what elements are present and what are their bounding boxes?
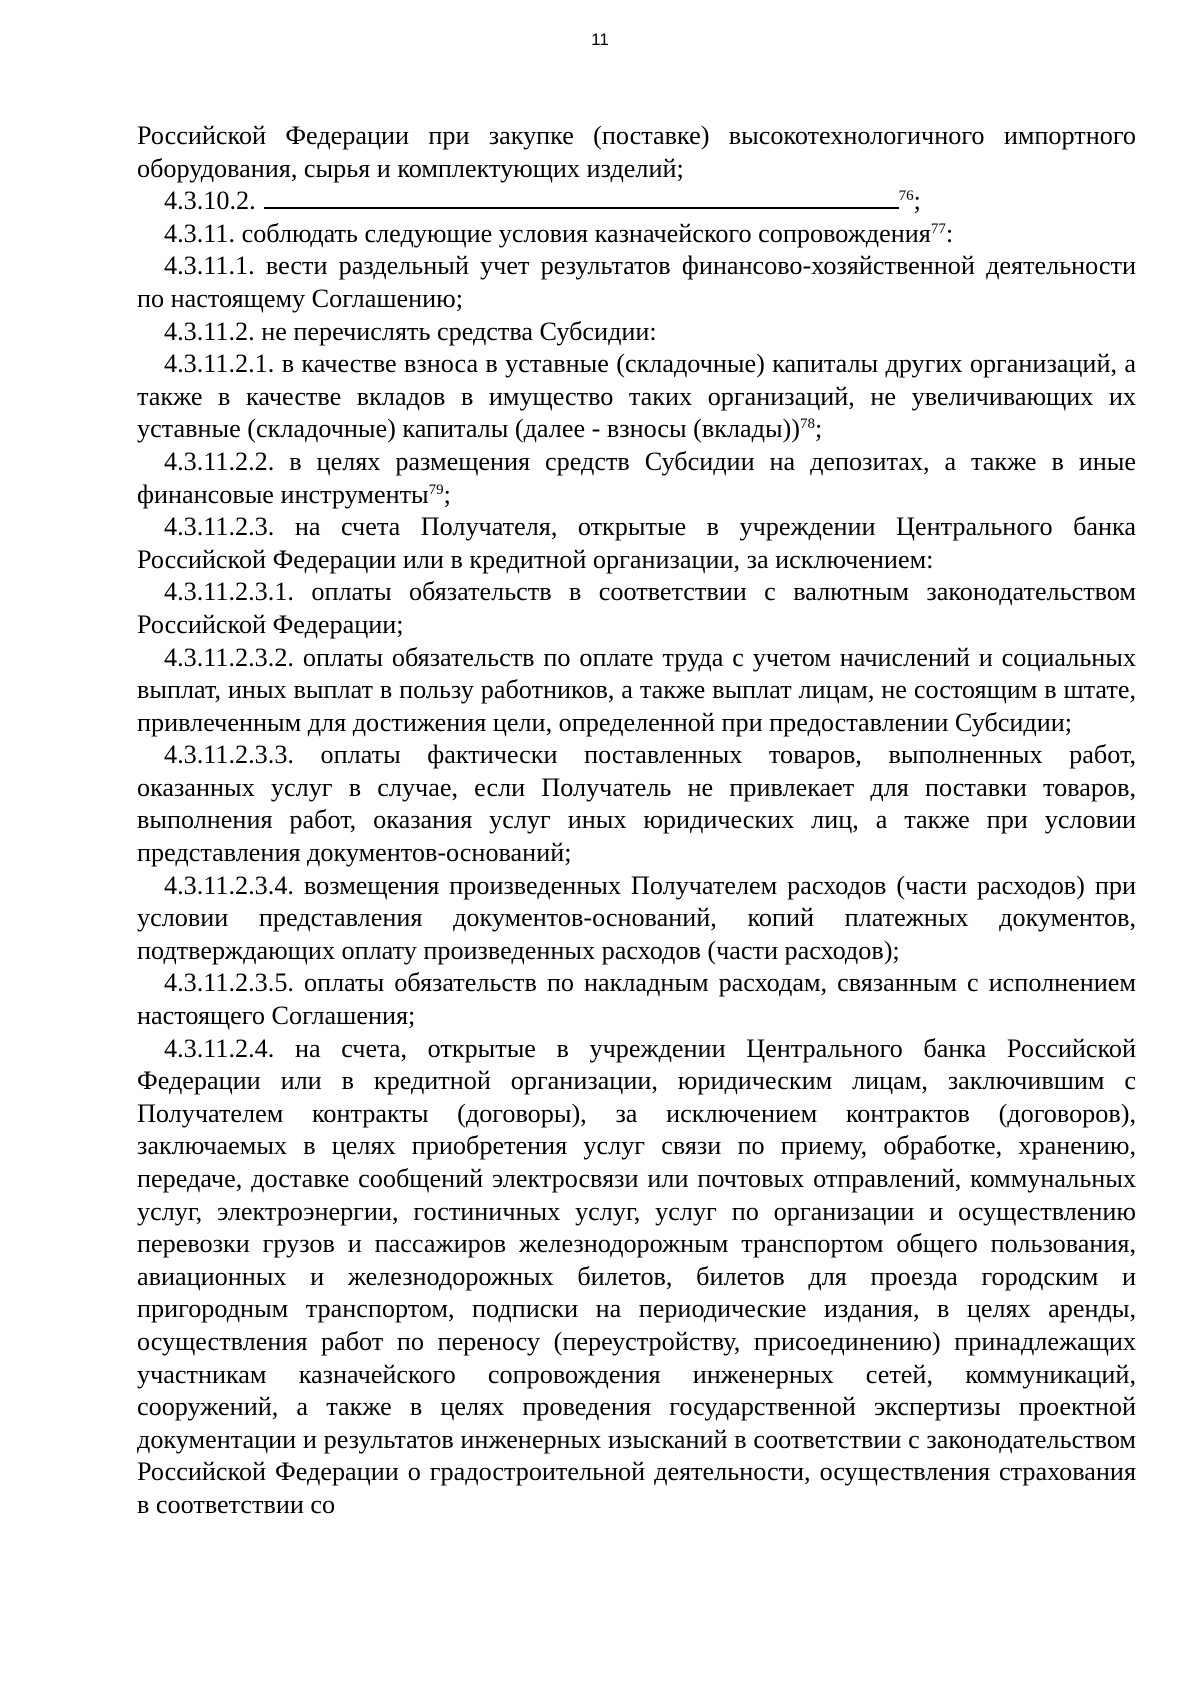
page-number: 11 bbox=[591, 30, 609, 49]
paragraph: 4.3.11.2.3.4. возмещения произведенных Получателем расходов (части расходов) при условии представления документов-оснований, копий платежных документов, подтверждающих оплату произведенных расходов (части расходов); bbox=[137, 870, 1136, 965]
punctuation: ; bbox=[815, 414, 823, 444]
paragraph: 4.3.11.2.3.1. оплаты обязательств в соответствии с валютным законодательством Российской Федерации; bbox=[137, 577, 1136, 639]
paragraph: 4.3.11.2. не перечислять средства Субсидии: bbox=[164, 316, 657, 346]
paragraph: 4.3.11.2.3.5. оплаты обязательств по накладным расходам, связанным с исполнением настоящего Соглашения; bbox=[137, 968, 1136, 1031]
paragraph-text: 4.3.11. соблюдать следующие условия казначейского сопровождения bbox=[164, 218, 931, 248]
paragraph: Российской Федерации при закупке (поставке) высокотехнологичного импортного оборудования, сырья и комплектующих изделий; bbox=[137, 121, 1136, 183]
paragraph: 4.3.11.2.3.2. оплаты обязательств по оплате труда с учетом начислений и социальных выплат, иных выплат в пользу работников, а также выплат лицам, не состоящим в штате, привлеченным для достижения цели, определенной при предоставлении Субсидии; bbox=[137, 642, 1136, 737]
paragraph-text: 4.3.11.2.1. в качестве взноса в уставные (складочные) капиталы других организаций, а также в качестве вкладов в имущество таких организаций, не увеличивающих их уставные (складочные) капиталы (далее - взносы (вклады)) bbox=[137, 349, 1136, 444]
paragraph bbox=[137, 446, 1136, 511]
punctuation: ; bbox=[913, 186, 921, 216]
paragraph bbox=[137, 348, 1136, 446]
punctuation: : bbox=[945, 218, 954, 248]
paragraph bbox=[137, 218, 1136, 251]
footnote-ref: 78 bbox=[800, 416, 815, 433]
paragraph: 4.3.11.2.3. на счета Получателя, открытые в учреждении Центрального банка Российской Федерации или в кредитной организации, за исключением: bbox=[137, 512, 1136, 574]
footnote-ref: 76 bbox=[898, 188, 914, 205]
paragraph-text: 4.3.11.2.2. в целях размещения средств Субсидии на депозитах, а также в иные финансовые инструменты bbox=[137, 446, 1136, 509]
paragraph: 4.3.11.1. вести раздельный учет результатов финансово-хозяйственной деятельности по настоящему Соглашению; bbox=[137, 251, 1136, 313]
paragraph bbox=[137, 185, 1136, 218]
clause-number: 4.3.10.2. bbox=[164, 186, 256, 216]
footnote-ref: 77 bbox=[930, 220, 946, 237]
document-body bbox=[137, 120, 1136, 1522]
blank-fill-line bbox=[264, 187, 899, 209]
punctuation: ; bbox=[443, 479, 451, 509]
footnote-ref: 79 bbox=[428, 481, 444, 498]
paragraph: 4.3.11.2.3.3. оплаты фактически поставленных товаров, выполненных работ, оказанных услуг в случае, если Получатель не привлекает для поставки товаров, выполнения работ, оказания услуг иных юридических лиц, а также при условии представления документов-оснований; bbox=[137, 740, 1136, 868]
paragraph: 4.3.11.2.4. на счета, открытые в учреждении Центрального банка Российской Федерации или в кредитной организации, юридическим лицам, заключившим с Получателем контракты (договоры), за исключением контрактов (договоров), заключаемых в целях приобретения услуг связи по приему, обработке, хранению, передаче, доставке сообщений электросвязи или почтовых отправлений, коммунальных услуг, электроэнергии, гостиничных услуг, услуг по организации и осуществлению перевозки грузов и пассажиров железнодорожным транспортом общего пользования, авиационных и железнодорожных билетов, билетов для проезда городским и пригородным транспортом, подписки на периодические издания, в целях аренды, осуществления работ по переносу (переустройству, присоединению) принадлежащих участникам казначейского сопровождения инженерных сетей, коммуникаций, сооружений, а также в целях проведения государственной экспертизы проектной документации и результатов инженерных изысканий в соответствии с законодательством Российской Федерации о градостроительной деятельности, осуществления страхования в соответствии со bbox=[137, 1033, 1136, 1519]
